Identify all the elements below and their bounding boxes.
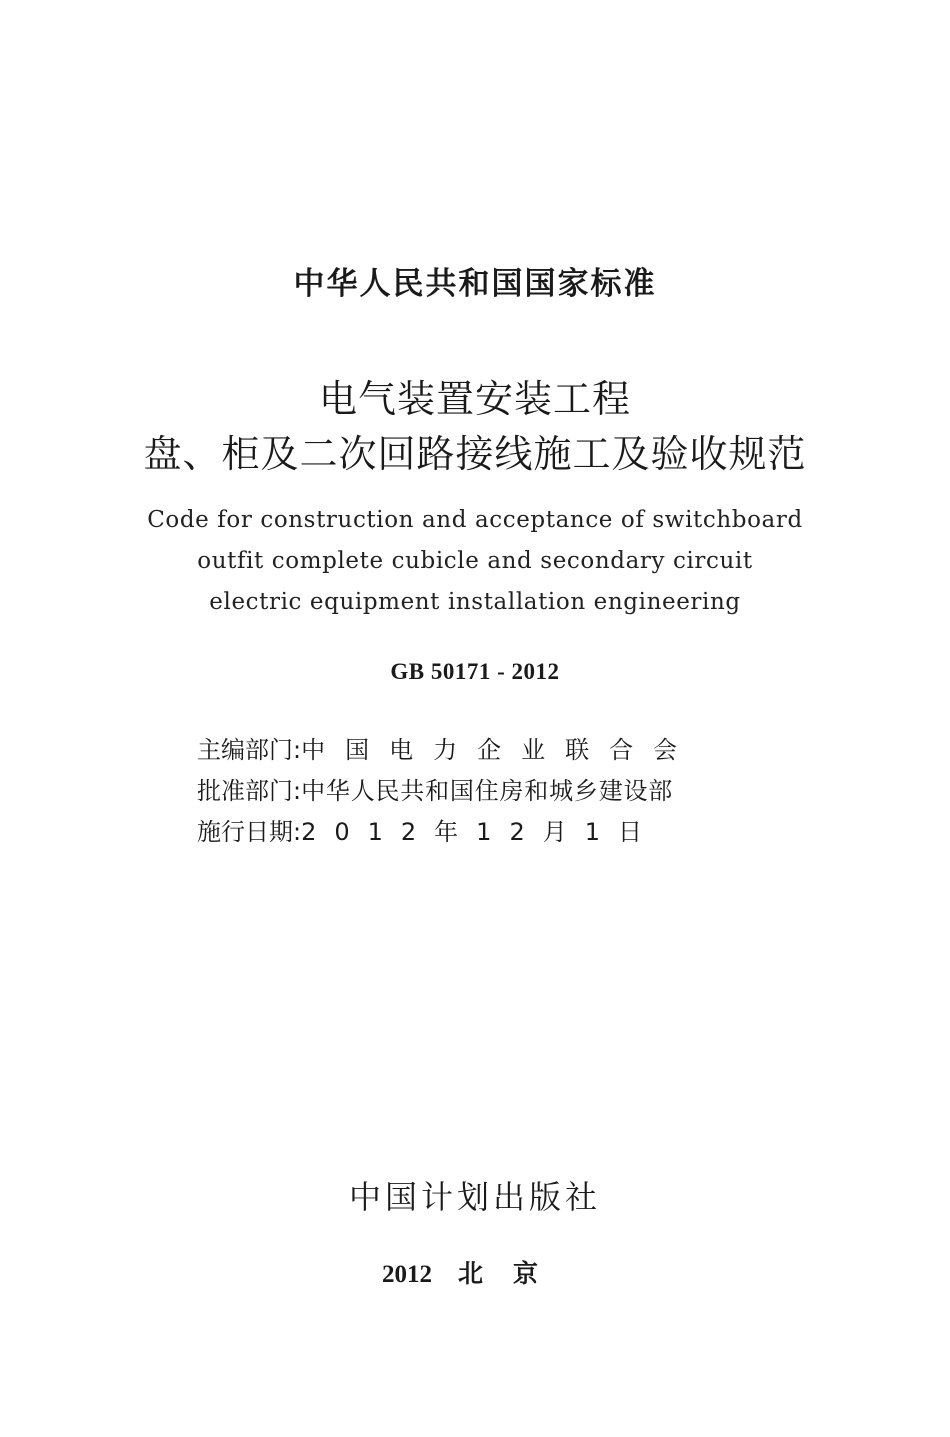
approver-key: 批准部门: — [197, 777, 302, 805]
effective-date-row — [197, 812, 737, 847]
editor-row — [197, 730, 737, 765]
effective-date-value: 2012年12月1日 — [301, 818, 660, 846]
title-line-2: 盘、柜及二次回路接线施工及验收规范 — [143, 432, 807, 476]
english-title-line-3: electric equipment installation engineering — [209, 589, 741, 615]
publisher: 中国计划出版社 — [348, 1178, 601, 1216]
title-line-1: 电气装置安装工程 — [318, 377, 631, 421]
approver-value: 中华人民共和国住房和城乡建设部 — [301, 777, 674, 805]
standard-label: 中华人民共和国国家标准 — [293, 266, 657, 302]
effective-date-key: 施行日期: — [197, 818, 302, 846]
editor-key: 主编部门: — [197, 736, 302, 764]
english-title-line-2: outfit complete cubicle and secondary circuit — [197, 548, 753, 574]
standard-code: GB 50171 - 2012 — [390, 659, 560, 684]
editor-value: 中国电力企业联合会 — [301, 736, 698, 764]
publication-place — [0, 1254, 950, 1290]
english-title-line-1: Code for construction and acceptance of switchboard — [147, 507, 803, 533]
approver-row — [197, 771, 737, 806]
publication-year: 2012 — [381, 1261, 432, 1288]
publication-city: 北京 — [457, 1259, 568, 1288]
